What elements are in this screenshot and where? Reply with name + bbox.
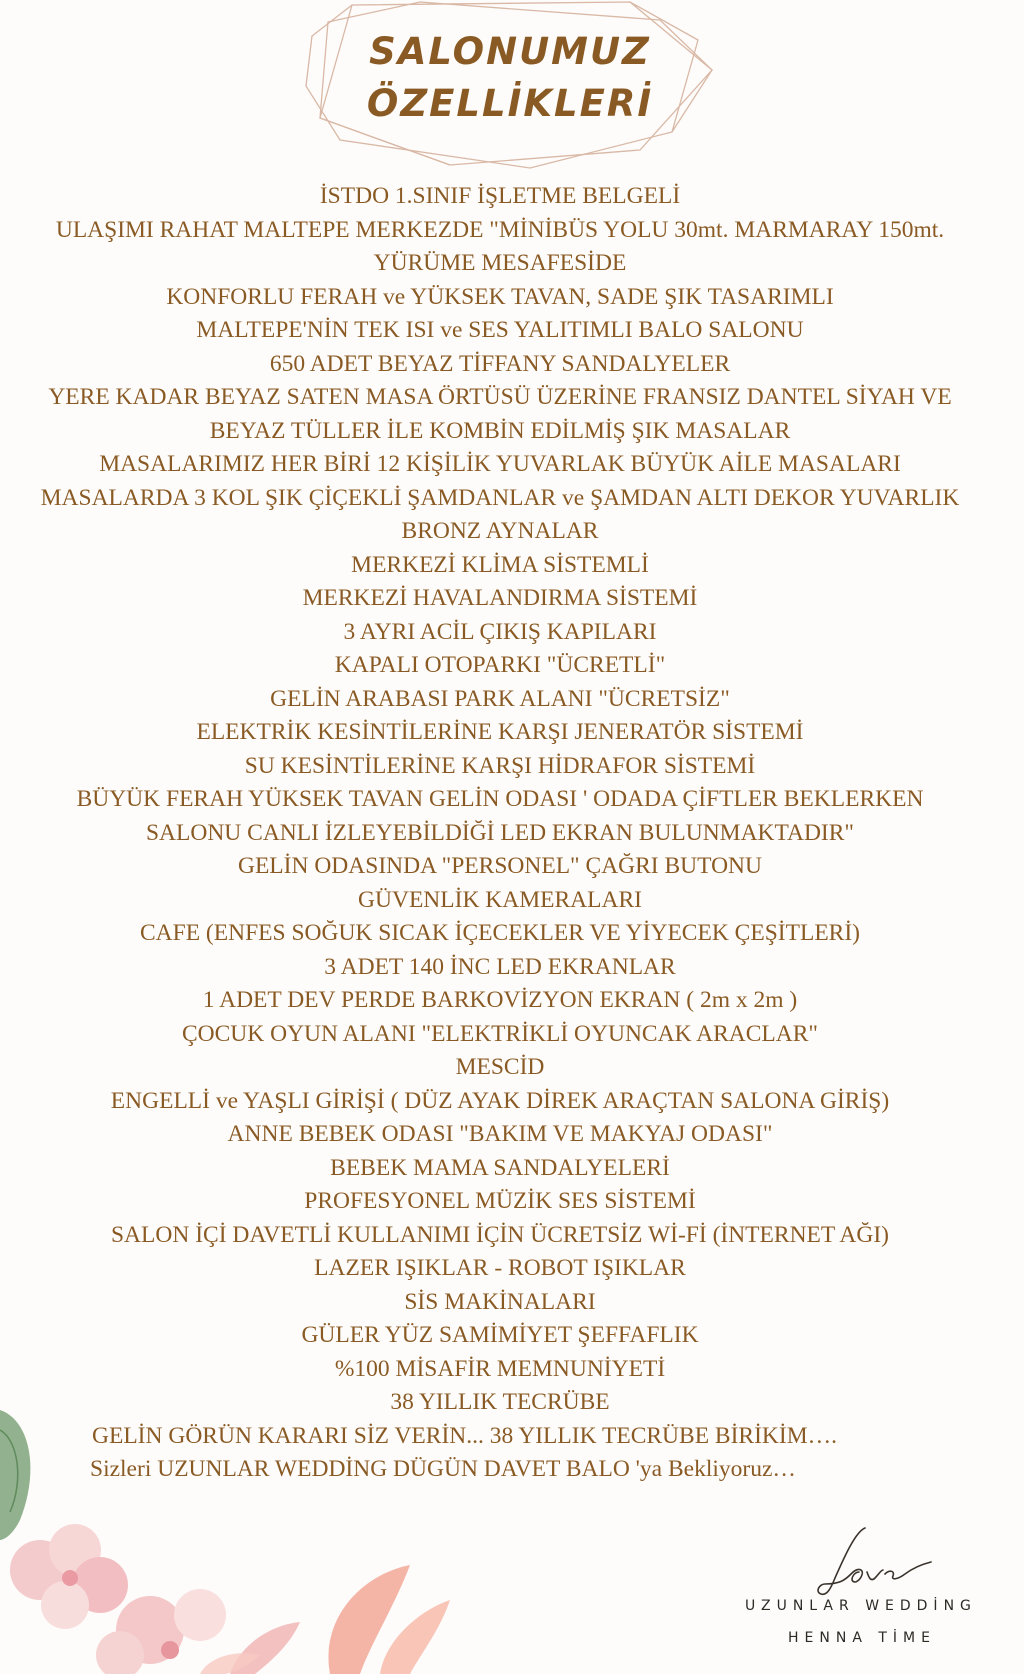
feature-item: KONFORLU FERAH ve YÜKSEK TAVAN, SADE ŞIK TASARIMLI <box>166 283 834 310</box>
feature-item: 1 ADET DEV PERDE BARKOVİZYON EKRAN ( 2m x 2m ) <box>202 987 798 1013</box>
page-title-line-2: ÖZELLİKLERİ <box>366 82 654 125</box>
feature-item: YÜRÜME MESAFESİDE <box>373 250 627 276</box>
feature-item: SALONU CANLI İZLEYEBİLDİĞİ LED EKRAN BULUNMAKTADIR" <box>145 819 855 846</box>
feature-item: İSTDO 1.SINIF İŞLETME BELGELİ <box>319 183 681 209</box>
feature-item: SALON İÇİ DAVETLİ KULLANIMI İÇİN ÜCRETSİZ Wİ-Fİ (İNTERNET AĞI) <box>110 1221 889 1248</box>
feature-item: 3 ADET 140 İNC LED EKRANLAR <box>324 953 676 980</box>
closing-invitation: Sizleri UZUNLAR WEDDİNG DÜGÜN DAVET BALO 'ya Bekliyoruz… <box>90 1456 796 1482</box>
feature-item: ULAŞIMI RAHAT MALTEPE MERKEZDE "MİNİBÜS YOLU 30mt. MARMARAY 150mt. <box>55 216 945 243</box>
feature-item: BEBEK MAMA SANDALYELERİ <box>330 1154 670 1181</box>
feature-item: ANNE BEBEK ODASI "BAKIM VE MAKYAJ ODASI" <box>227 1121 773 1147</box>
feature-item: 3 AYRI ACİL ÇIKIŞ KAPILARI <box>343 618 657 645</box>
brand-name: UZUNLAR WEDDİNG <box>745 1598 977 1614</box>
feature-item: GELİN GÖRÜN KARARI SİZ VERİN... 38 YILLIK TECRÜBE BİRİKİM…. <box>92 1422 838 1449</box>
feature-item: BRONZ AYNALAR <box>401 518 599 544</box>
brand-tagline: HENNA TİME <box>788 1630 936 1646</box>
feature-item: ÇOCUK OYUN ALANI "ELEKTRİKLİ OYUNCAK ARACLAR" <box>181 1020 819 1047</box>
feature-item: MALTEPE'NİN TEK ISI ve SES YALITIMLI BALO SALONU <box>196 317 804 343</box>
feature-item: BEYAZ TÜLLER İLE KOMBİN EDİLMİŞ ŞIK MASALAR <box>209 417 791 444</box>
feature-item: PROFESYONEL MÜZİK SES SİSTEMİ <box>304 1188 696 1214</box>
feature-item: MERKEZİ HAVALANDIRMA SİSTEMİ <box>302 585 698 611</box>
feature-item: MASALARDA 3 KOL ŞIK ÇİÇEKLİ ŞAMDANLAR ve ŞAMDAN ALTI DEKOR YUVARLIK <box>40 484 960 511</box>
feature-item: GÜVENLİK KAMERALARI <box>358 886 642 913</box>
feature-item: GÜLER YÜZ SAMİMİYET ŞEFFAFLIK <box>301 1322 699 1348</box>
feature-item: MESCİD <box>455 1054 545 1080</box>
feature-item: KAPALI OTOPARKI "ÜCRETLİ" <box>334 652 666 678</box>
feature-item: YERE KADAR BEYAZ SATEN MASA ÖRTÜSÜ ÜZERİNE FRANSIZ DANTEL SİYAH VE <box>48 384 952 410</box>
feature-item: 38 YILLIK TECRÜBE <box>390 1389 610 1415</box>
features-list <box>0 180 1000 1487</box>
feature-item: MASALARIMIZ HER BİRİ 12 KİŞİLİK YUVARLAK BÜYÜK AİLE MASALARI <box>99 451 901 477</box>
feature-item: BÜYÜK FERAH YÜKSEK TAVAN GELİN ODASI ' ODADA ÇİFTLER BEKLERKEN <box>76 786 924 812</box>
feature-item: LAZER IŞIKLAR - ROBOT IŞIKLAR <box>314 1255 686 1281</box>
floral-decoration <box>0 1400 560 1674</box>
feature-item: MERKEZİ KLİMA SİSTEMLİ <box>351 551 649 578</box>
feature-item: ENGELLİ ve YAŞLI GİRİŞİ ( DÜZ AYAK DİREK ARAÇTAN SALONA GİRİŞ) <box>110 1087 890 1114</box>
feature-item: SU KESİNTİLERİNE KARŞI HİDRAFOR SİSTEMİ <box>244 752 756 779</box>
feature-item: GELİN ARABASI PARK ALANI "ÜCRETSİZ" <box>270 685 730 712</box>
love-signature-decoration <box>805 1520 945 1600</box>
feature-item: CAFE (ENFES SOĞUK SICAK İÇECEKLER VE YİYECEK ÇEŞİTLERİ) <box>139 920 860 946</box>
feature-item: %100 MİSAFİR MEMNUNİYETİ <box>334 1355 666 1382</box>
feature-item: GELİN ODASINDA "PERSONEL" ÇAĞRI BUTONU <box>237 853 762 879</box>
feature-item: SİS MAKİNALARI <box>404 1288 596 1315</box>
feature-item: ELEKTRİK KESİNTİLERİNE KARŞI JENERATÖR SİSTEMİ <box>196 719 804 745</box>
feature-item: 650 ADET BEYAZ TİFFANY SANDALYELER <box>269 350 731 377</box>
page-title-line-1: SALONUMUZ <box>369 30 651 73</box>
